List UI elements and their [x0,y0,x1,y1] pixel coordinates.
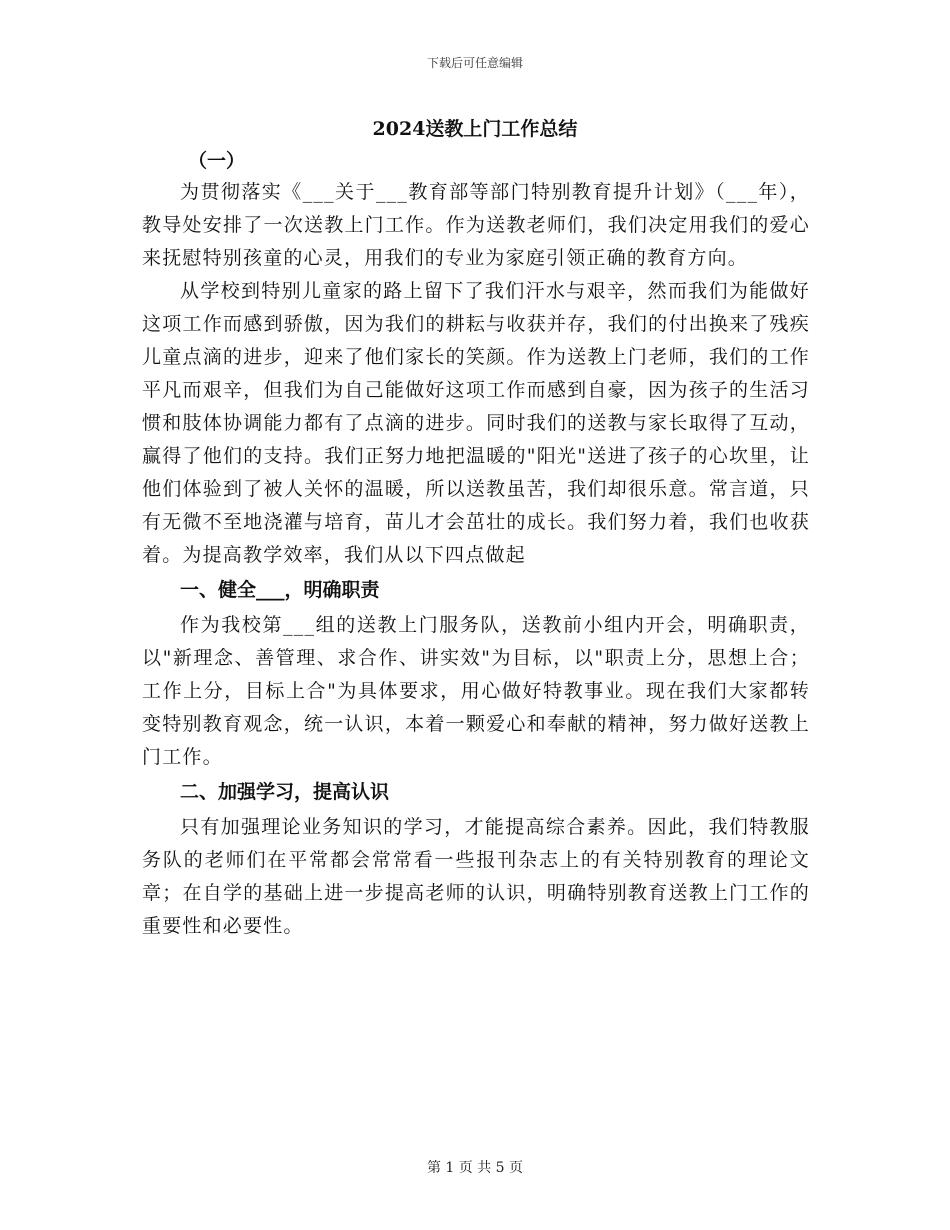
section-heading: 一、健全___，明确职责 [180,579,380,601]
section-learning [142,776,810,943]
paragraph-journey: 从学校到特别儿童家的路上留下了我们汗水与艰辛，然而我们为能做好这项工作而感到骄傲，因为我们的耕耘与收获并存，我们的付出换来了残疾儿童点滴的进步，迎来了他们家长的笑颜。作为送教上门老师，我们的工作平凡而艰辛，但我们为自己能做好这项工作而感到自豪，因为孩子的生活习惯和肢体协调能力都有了点滴的进步。同时我们的送教与家长取得了互动，赢得了他们的支持。我们正努力地把温暖的"阳光"送进了孩子的心坎里，让他们体验到了被人关怀的温暖，所以送教虽苦，我们却很乐意。常言道，只有无微不至地浇灌与培育，苗儿才会茁壮的成长。我们努力着，我们也收获着。为提高教学效率，我们从以下四点做起 [142,280,810,566]
document-subtitle: （一） [188,150,246,172]
section-heading: 二、加强学习，提高认识 [180,781,390,803]
document-body [142,146,810,943]
document-title: 2024送教上门工作总结 [372,118,578,140]
header-note: 下载后可任意编辑 [426,56,523,70]
page-indicator: 第 1 页 共 5 页 [426,1160,524,1176]
section-text: 作为我校第___组的送教上门服务队，送教前小组内开会，明确职责，以"新理念、善管理、求合作、讲实效"为目标，以"职责上分，思想上合；工作上分，目标上合"为具体要求，用心做好特教事业。现在我们大家都转变特别教育观念，统一认识，本着一颗爱心和奉献的精神，努力做好送教上门工作。 [142,614,810,768]
section-organization [142,574,810,774]
paragraph-intro: 为贯彻落实《___关于___教育部等部门特别教育提升计划》（___年），教导处安排了一次送教上门工作。作为送教老师们，我们决定用我们的爱心来抚慰特别孩童的心灵，用我们的专业为家庭引领正确的教育方向。 [142,181,810,269]
section-text: 只有加强理论业务知识的学习，才能提高综合素养。因此，我们特教服务队的老师们在平常都会常常看一些报刊杂志上的有关特别教育的理论文章；在自学的基础上进一步提高老师的认识，明确特别教育送教上门工作的重要性和必要性。 [142,816,810,937]
